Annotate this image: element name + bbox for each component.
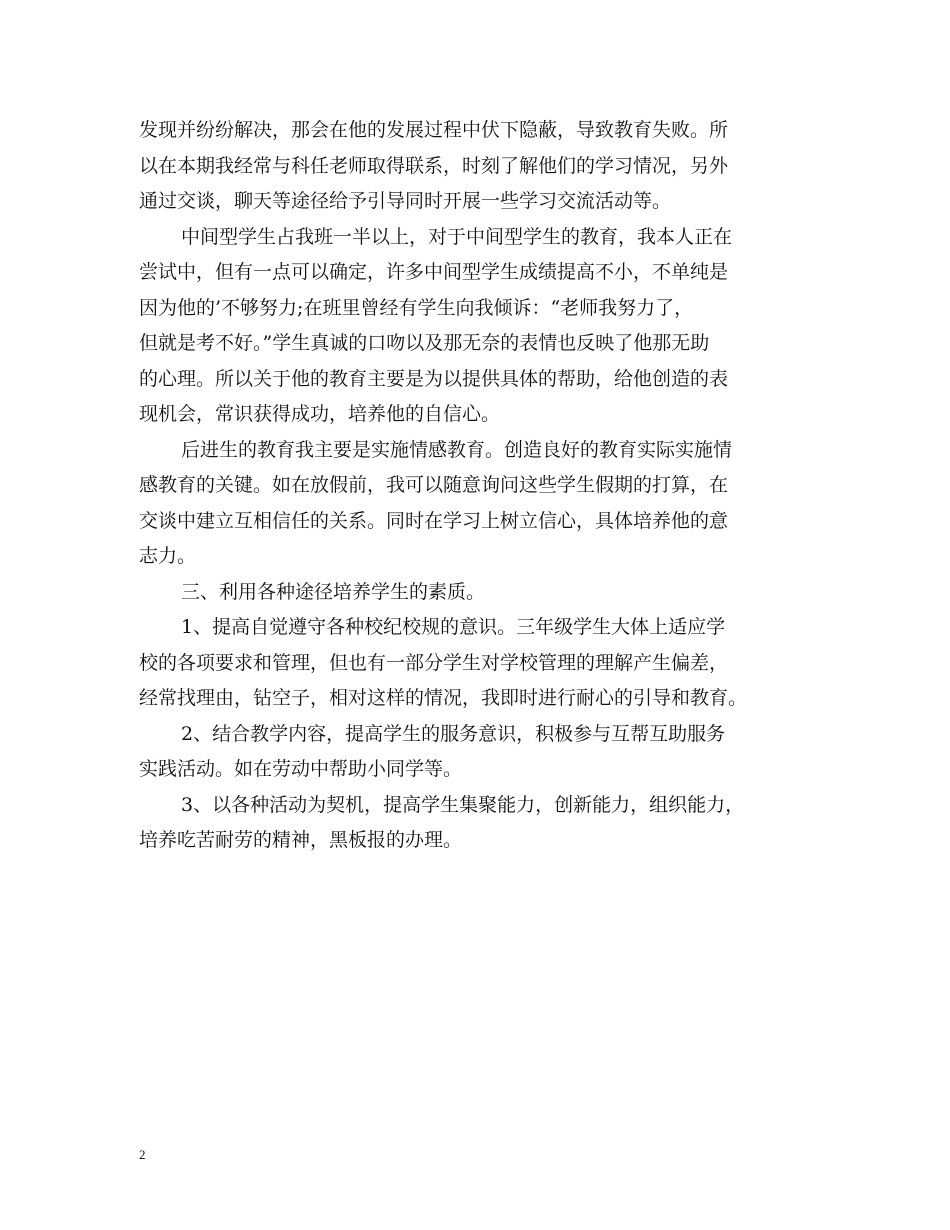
text-line: 因为他的’不够努力;在班里曾经有学生向我倾诉：“老师我努力了， xyxy=(139,296,694,319)
text-line: 的心理。所以关于他的教育主要是为以提供具体的帮助，给他创造的表 xyxy=(139,367,729,390)
text-line: 发现并纷纷解决，那会在他的发展过程中伏下隐蔽，导致教育失败。所 xyxy=(139,119,729,141)
text-line: 后进生的教育我主要是实施情感教育。创造良好的教育实际实施情 xyxy=(181,438,733,461)
text-line: 经常找理由，钻空子，相对这样的情况，我即时进行耐心的引导和教育。 xyxy=(139,687,748,709)
text-line: 中间型学生占我班一半以上，对于中间型学生的教育，我本人正在 xyxy=(181,225,733,248)
text-line: 以在本期我经常与科任老师取得联系，时刻了解他们的学习情况，另外 xyxy=(139,154,729,177)
text-line: 现机会，常识获得成功，培养他的自信心。 xyxy=(139,403,501,425)
text-line: 1、提高自觉遵守各种校纪校规的意识。三年级学生大体上适应学 xyxy=(181,616,726,638)
text-line: 校的各项要求和管理，但也有一部分学生对学校管理的理解产生偏差， xyxy=(139,651,729,674)
text-line: 尝试中，但有一点可以确定，许多中间型学生成绩提高不小，不单纯是 xyxy=(139,261,729,283)
text-line: 3、以各种活动为契机，提高学生集聚能力，创新能力，组织能力， xyxy=(181,793,745,816)
section-heading: 三、利用各种途径培养学生的素质。 xyxy=(181,580,486,603)
text-line: 感教育的关键。如在放假前，我可以随意询问这些学生假期的打算，在 xyxy=(139,474,729,496)
text-line: 培养吃苦耐劳的精神，黑板报的办理。 xyxy=(139,829,463,851)
text-line: 2、结合教学内容，提高学生的服务意识，积极参与互帮互助服务 xyxy=(181,722,726,745)
text-line: 但就是考不好。”学生真诚的口吻以及那无奈的表情也反映了他那无助 xyxy=(139,332,710,354)
page-number: 2 xyxy=(139,1147,146,1162)
text-line: 通过交谈，聊天等途径给予引导同时开展一些学习交流活动等。 xyxy=(139,190,672,212)
body-text xyxy=(139,113,829,859)
text-line: 实践活动。如在劳动中帮助小同学等。 xyxy=(139,758,463,780)
text-line: 交谈中建立互相信任的关系。同时在学习上树立信心，具体培养他的意 xyxy=(139,509,729,532)
text-line: 志力。 xyxy=(139,545,197,567)
